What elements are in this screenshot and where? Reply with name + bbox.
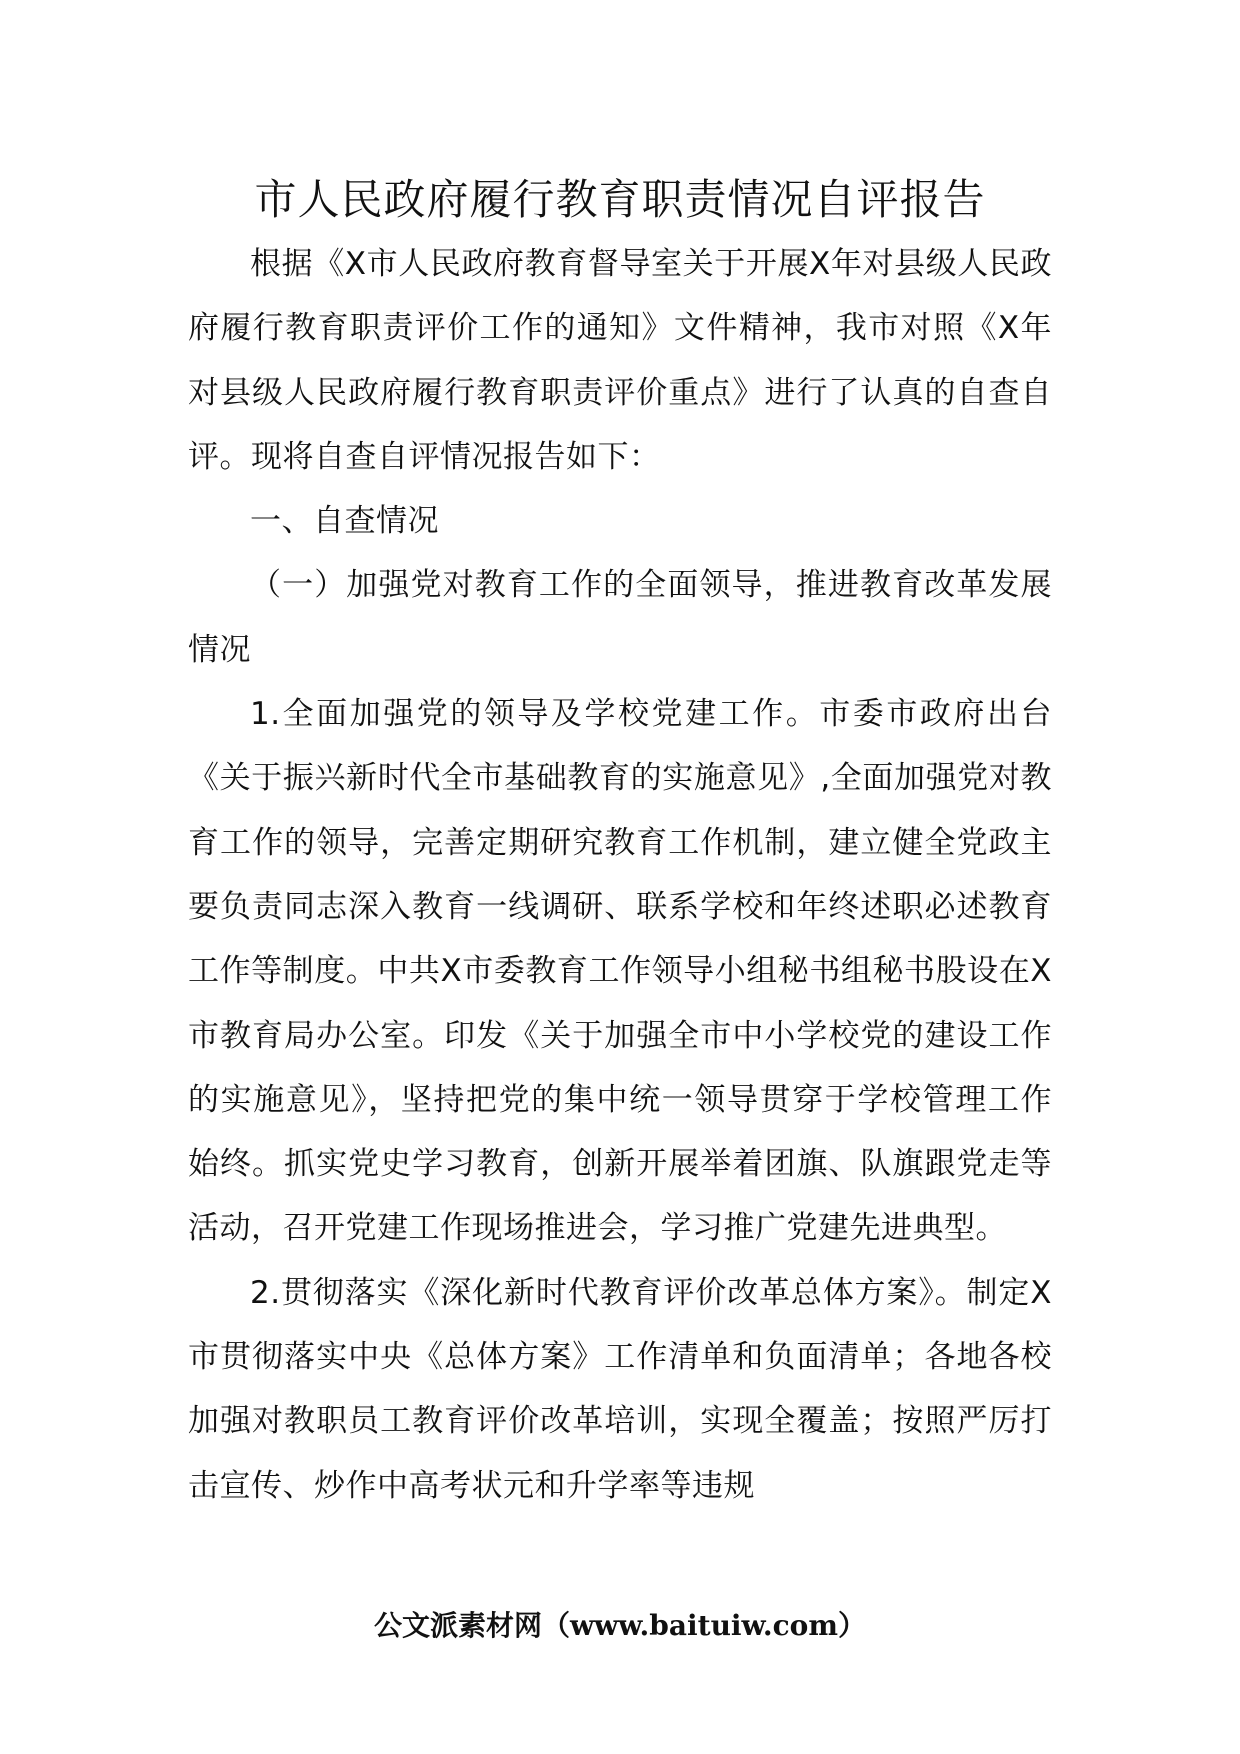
footer-watermark: 公文派素材网（www.baituiw.com） — [374, 1609, 866, 1642]
document-body — [188, 232, 1052, 1518]
heading-subsection-1: （一）加强党对教育工作的全面领导，推进教育改革发展情况 — [188, 567, 1052, 668]
paragraph-item-1: 1.全面加强党的领导及学校党建工作。市委市政府出台《关于振兴新时代全市基础教育的实施意见》,全面加强党对教育工作的领导，完善定期研究教育工作机制，建立健全党政主要负责同志深入教育一线调研、联系学校和年终述职必述教育工作等制度。中共X市委教育工作领导小组秘书组秘书股设在X市教育局办公室。印发《关于加强全市中小学校党的建设工作的实施意见》，坚持把党的集中统一领导贯穿于学校管理工作始终。抓实党史学习教育，创新开展举着团旗、队旗跟党走等活动，召开党建工作现场推进会，学习推广党建先进典型。 — [188, 696, 1052, 1247]
heading-section-1: 一、自查情况 — [250, 503, 439, 540]
document-title: 市人民政府履行教育职责情况自评报告 — [254, 175, 986, 224]
paragraph-item-2: 2.贯彻落实《深化新时代教育评价改革总体方案》。制定X市贯彻落实中央《总体方案》工作清单和负面清单；各地各校加强对教职员工教育评价改革培训，实现全覆盖；按照严厉打击宣传、炒作中高考状元和升学率等违规 — [188, 1274, 1052, 1504]
paragraph-intro: 根据《X市人民政府教育督导室关于开展X年对县级人民政府履行教育职责评价工作的通知》文件精神，我市对照《X年对县级人民政府履行教育职责评价重点》进行了认真的自查自评。现将自查自评情况报告如下： — [188, 246, 1052, 475]
